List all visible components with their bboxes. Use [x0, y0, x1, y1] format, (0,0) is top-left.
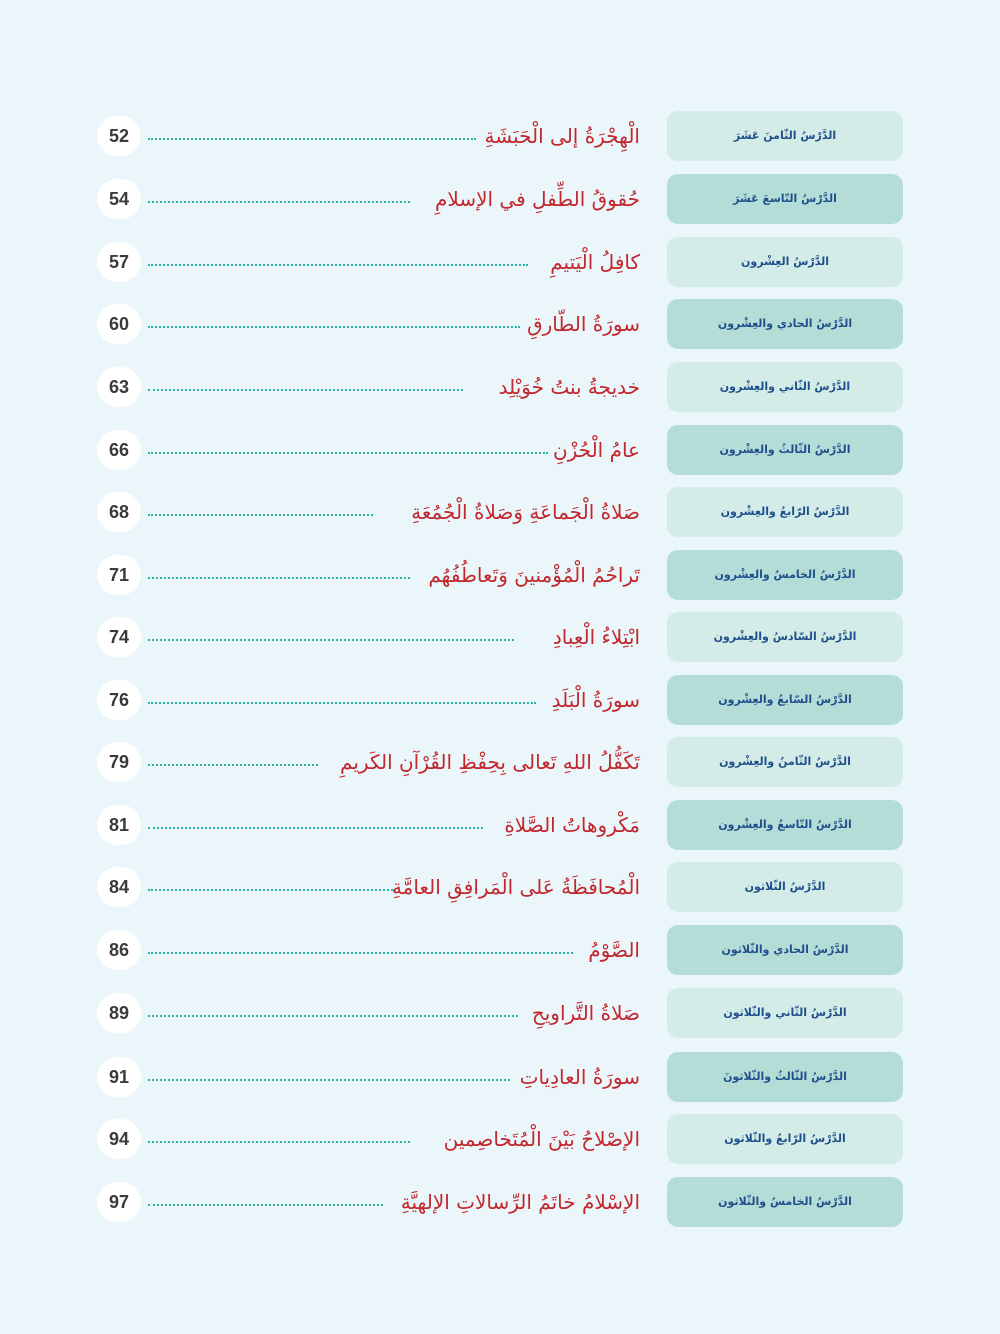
toc-row[interactable] [0, 988, 1000, 1038]
toc-row[interactable] [0, 862, 1000, 912]
lesson-title: صَلاةُ الْجَماعَةِ وَصَلاةُ الْجُمُعَةِ [411, 500, 640, 524]
lesson-label: الدَّرْسُ الرّابعُ والعِشْرون [667, 487, 903, 537]
lesson-label: الدَّرْسُ الحادي والعِشْرون [667, 299, 903, 349]
lesson-title: حُقوقُ الطِّفلِ في الإسلامِ [435, 187, 640, 211]
lesson-title: مَكْروهاتُ الصَّلاةِ [504, 813, 640, 837]
page-number-badge: 54 [97, 179, 141, 219]
toc-row[interactable] [0, 800, 1000, 850]
lesson-title: الإصْلاحُ بَيْنَ الْمُتَخاصِمين [443, 1127, 640, 1151]
lesson-title: سورَةُ الْبَلَدِ [551, 688, 640, 712]
toc-row[interactable] [0, 1052, 1000, 1102]
lesson-label: الدَّرْسُ الرّابعُ والثّلاثون [667, 1114, 903, 1164]
lesson-title: تَراحُمُ الْمُؤْمنينَ وَتَعاطُفُهُم [428, 563, 640, 587]
lesson-label: الدَّرْسُ الثّاني والثّلاثون [667, 988, 903, 1038]
dotted-leader [148, 639, 514, 641]
toc-row[interactable] [0, 1114, 1000, 1164]
lesson-title: الْهِجْرَةُ إلى الْحَبَشَةِ [484, 124, 640, 148]
dotted-leader [148, 702, 536, 704]
page-number-badge: 66 [97, 430, 141, 470]
page-number-badge: 68 [97, 492, 141, 532]
page-number-badge: 81 [97, 805, 141, 845]
lesson-title: سورَةُ الطّارقِ [527, 312, 640, 336]
page-number-badge: 84 [97, 867, 141, 907]
dotted-leader [148, 889, 396, 891]
dotted-leader [148, 514, 373, 516]
toc-row[interactable] [0, 612, 1000, 662]
toc-row[interactable] [0, 675, 1000, 725]
lesson-title: سورَةُ العادِياتِ [519, 1065, 640, 1089]
lesson-label: الدَّرْسُ التّاسعُ والعِشْرون [667, 800, 903, 850]
lesson-label: الدَّرْسُ الخامسُ والثّلاثون [667, 1177, 903, 1227]
lesson-label: الدَّرْسُ الثّاني والعِشْرون [667, 362, 903, 412]
toc-row[interactable] [0, 362, 1000, 412]
lesson-title: تَكَفُّلُ اللهِ تَعالى بِحِفْظِ القُرْآنِ الكَريمِ [340, 750, 640, 774]
page-number-badge: 91 [97, 1057, 141, 1097]
lesson-label: الدَّرْسُ الثّالثُ والعِشْرون [667, 425, 903, 475]
lesson-title: الإسْلامُ خاتَمُ الرِّسالاتِ الإلهيَّةِ [400, 1190, 640, 1214]
toc-row[interactable] [0, 425, 1000, 475]
page-number-badge: 52 [97, 116, 141, 156]
dotted-leader [148, 827, 483, 829]
toc-row[interactable] [0, 237, 1000, 287]
toc-row[interactable] [0, 299, 1000, 349]
dotted-leader [148, 201, 410, 203]
lesson-label: الدَّرْسُ الحادي والثّلاثون [667, 925, 903, 975]
lesson-label: الدَّرْسُ السّابعُ والعِشْرون [667, 675, 903, 725]
page-number-badge: 86 [97, 930, 141, 970]
dotted-leader [148, 326, 520, 328]
toc-row[interactable] [0, 550, 1000, 600]
dotted-leader [148, 138, 476, 140]
page-number-badge: 71 [97, 555, 141, 595]
lesson-label: الدَّرْسُ الثّالثُ والثّلاثونَ [667, 1052, 903, 1102]
lesson-label: الدَّرْسُ الثّامنَ عَشَرَ [667, 111, 903, 161]
dotted-leader [148, 1079, 510, 1081]
lesson-title: عامُ الْحُزْنِ [552, 438, 640, 462]
page-number-badge: 74 [97, 617, 141, 657]
lesson-label: الدَّرْسُ الثّامنُ والعِشْرون [667, 737, 903, 787]
lesson-title: كافِلُ الْيَتيمِ [550, 250, 640, 274]
page-number-badge: 89 [97, 993, 141, 1033]
dotted-leader [148, 1015, 518, 1017]
page-number-badge: 97 [97, 1182, 141, 1222]
lesson-label: الدَّرْسُ الثّلاثون [667, 862, 903, 912]
toc-row[interactable] [0, 111, 1000, 161]
toc-row[interactable] [0, 487, 1000, 537]
dotted-leader [148, 389, 463, 391]
lesson-title: الصَّوْمُ [588, 938, 640, 962]
page-number-badge: 60 [97, 304, 141, 344]
page-number-badge: 94 [97, 1119, 141, 1159]
lesson-title: ابْتِلاءُ الْعِبادِ [552, 625, 640, 649]
toc-row[interactable] [0, 737, 1000, 787]
dotted-leader [148, 264, 528, 266]
lesson-title: خديجةُ بنتُ خُوَيْلِد [498, 375, 640, 399]
lesson-title: الْمُحافَظَةُ عَلى الْمَرافِقِ العامَّةِ [391, 875, 640, 899]
dotted-leader [148, 1204, 383, 1206]
dotted-leader [148, 1141, 410, 1143]
page-number-badge: 76 [97, 680, 141, 720]
dotted-leader [148, 764, 318, 766]
toc-row[interactable] [0, 1177, 1000, 1227]
dotted-leader [148, 577, 410, 579]
lesson-label: الدَّرْسُ التّاسعَ عَشَرَ [667, 174, 903, 224]
page-number-badge: 57 [97, 242, 141, 282]
dotted-leader [148, 452, 548, 454]
toc-row[interactable] [0, 925, 1000, 975]
lesson-label: الدَّرْسُ السّادسُ والعِشْرون [667, 612, 903, 662]
toc-row[interactable] [0, 174, 1000, 224]
lesson-title: صَلاةُ التَّراويحِ [531, 1001, 640, 1025]
lesson-label: الدَّرْسُ الخامسُ والعِشْرون [667, 550, 903, 600]
lesson-label: الدَّرْسُ العِشْرون [667, 237, 903, 287]
dotted-leader [148, 952, 573, 954]
page-number-badge: 79 [97, 742, 141, 782]
page-number-badge: 63 [97, 367, 141, 407]
